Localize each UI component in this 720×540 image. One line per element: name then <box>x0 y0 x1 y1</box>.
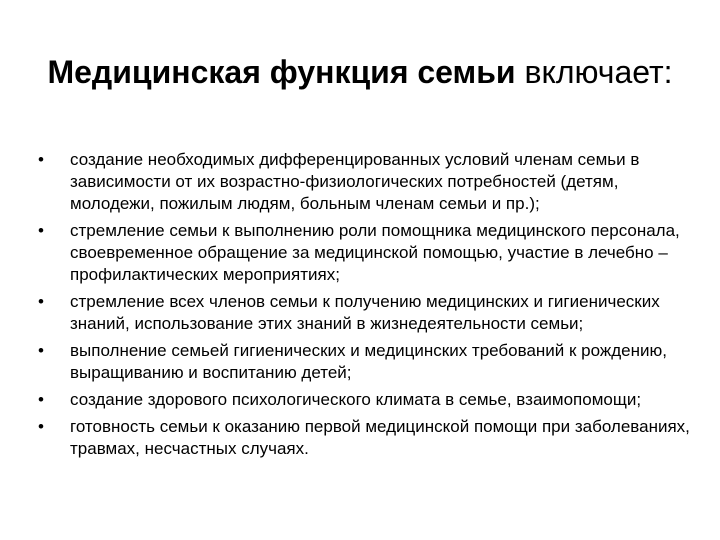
bullet-icon: • <box>38 221 44 240</box>
bullet-item <box>38 149 690 215</box>
bullet-item <box>38 340 690 384</box>
slide-title-bold: Медицинская функция семьи <box>47 54 516 90</box>
bullet-icon: • <box>38 417 44 436</box>
slide-title-normal: включает: <box>515 54 673 90</box>
bullet-text: готовность семьи к оказанию первой медицинской помощи при заболеваниях, травмах, несчастных случаях. <box>70 417 690 458</box>
slide-title <box>0 52 720 92</box>
bullet-icon: • <box>38 150 44 169</box>
bullet-item <box>38 291 690 335</box>
bullet-list <box>38 149 690 465</box>
bullet-text: создание здорового психологического климата в семье, взаимопомощи; <box>70 390 642 409</box>
bullet-icon: • <box>38 292 44 311</box>
bullet-item <box>38 416 690 460</box>
bullet-item <box>38 389 690 411</box>
bullet-text: стремление всех членов семьи к получению медицинских и гигиенических знаний, использование этих знаний в жизнедеятельности семьи; <box>70 292 660 333</box>
bullet-text: стремление семьи к выполнению роли помощника медицинского персонала, своевременное обращение за медицинской помощью, участие в лечебно – профилактических мероприятиях; <box>70 221 680 284</box>
bullet-text: выполнение семьей гигиенических и медицинских требований к рождению, выращиванию и воспитанию детей; <box>70 341 667 382</box>
bullet-item <box>38 220 690 286</box>
bullet-text: создание необходимых дифференцированных условий членам семьи в зависимости от их возрастно-физиологических потребностей (детям, молодежи, пожилым людям, больным членам семьи и пр.); <box>70 150 640 213</box>
bullet-icon: • <box>38 390 44 409</box>
bullet-icon: • <box>38 341 44 360</box>
